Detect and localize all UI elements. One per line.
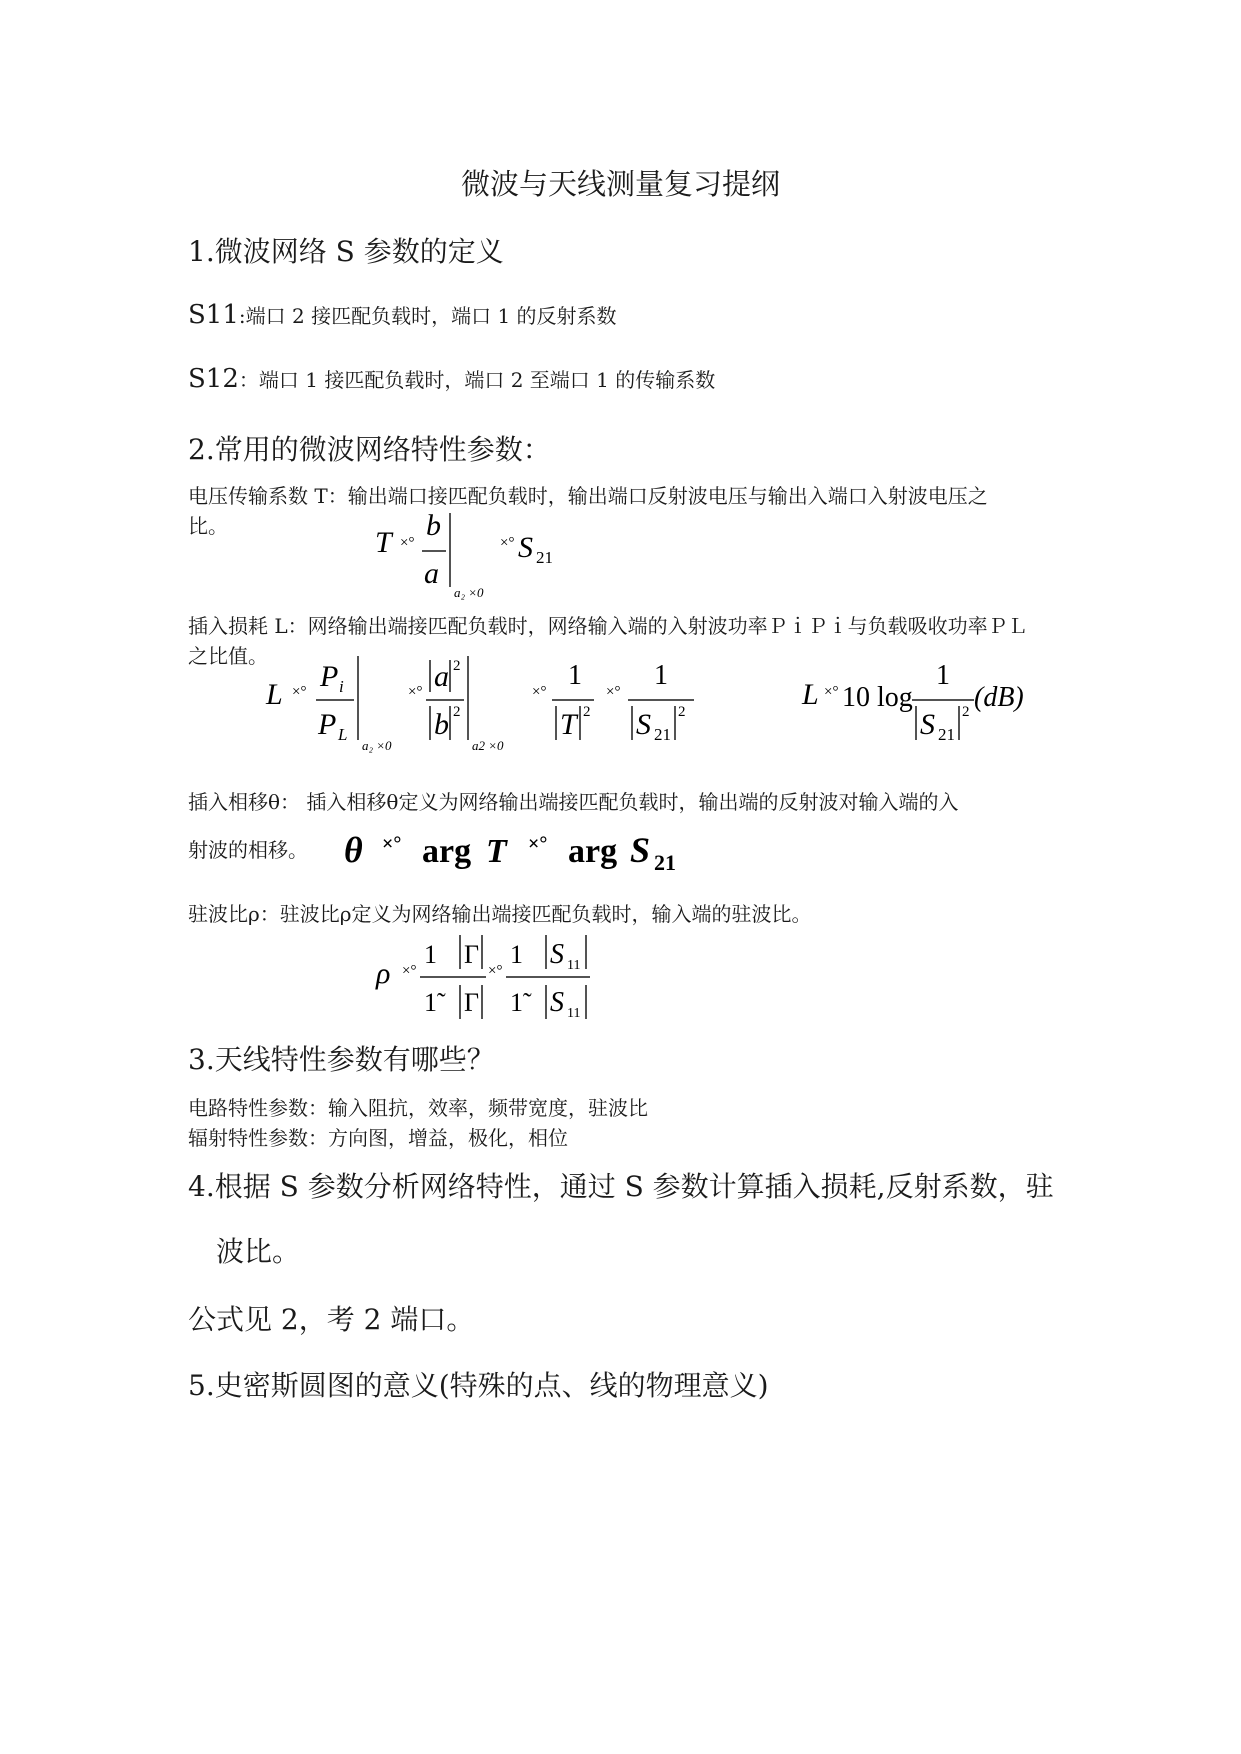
formula-theta-s: S — [630, 830, 651, 870]
formula-l-one1: 1 — [568, 660, 582, 691]
formula-rho-den2: 1̃ — [510, 988, 523, 1017]
s12-symbol: S12 — [188, 364, 239, 394]
formula-rho-s1-sub: 11 — [567, 958, 581, 973]
vswr-line: 驻波比ρ：驻波比ρ定义为网络输出端接匹配负载时，输入端的驻波比。 — [188, 902, 812, 926]
s11-symbol: S11 — [188, 300, 239, 330]
formula-l-db-one: 1 — [936, 660, 950, 691]
insertion-phase-line-1: 插入相移θ： 插入相移θ定义为网络输出端接匹配负载时，输出端的反射波对输入端的入 — [188, 790, 959, 814]
formula-l-s-sub: 21 — [654, 725, 671, 744]
formula-rho-s1: S — [550, 939, 564, 970]
formula-rho-s2: S — [550, 987, 564, 1018]
formula-t-eq2: ×° — [500, 535, 515, 551]
formula-rho-den1: 1̃ — [424, 988, 437, 1017]
formula-l-db-lhs: L — [802, 678, 819, 711]
section-4-note: 公式见 2，考 2 端口。 — [188, 1303, 475, 1336]
formula-l-s-sq: 2 — [678, 704, 686, 720]
formula-rho-num1: 1 — [424, 940, 437, 969]
formula-l-db-eq: ×° — [824, 684, 839, 700]
insertion-phase-line-2: 射波的相移。 — [188, 838, 308, 862]
formula-l-db — [798, 648, 1038, 763]
formula-l-s: S — [636, 708, 651, 741]
formula-l-db-prefix: 10 log — [842, 682, 913, 713]
formula-l-a: a — [434, 660, 449, 693]
formula-theta-arg2: arg — [568, 833, 618, 870]
formula-l-pi: P — [320, 660, 339, 693]
formula-theta-eq2: ×° — [528, 833, 548, 855]
formula-rho-num2: 1 — [510, 940, 523, 969]
formula-t-eq: ×° — [400, 535, 415, 551]
formula-l-db-sq: 2 — [962, 704, 970, 720]
section-3-heading: 3.天线特性参数有哪些？ — [188, 1043, 495, 1076]
formula-theta-t: T — [486, 833, 507, 870]
formula-l-b-sq: 2 — [453, 704, 461, 720]
section-2-heading: 2.常用的微波网络特性参数： — [188, 433, 551, 466]
formula-theta-arg1: arg — [422, 833, 472, 870]
formula-l-db-s-sub: 21 — [938, 725, 955, 744]
formula-theta-eq1: ×° — [382, 833, 402, 855]
formula-rho-lhs: ρ — [376, 957, 391, 990]
formula-l-pl-sub: L — [338, 725, 348, 744]
formula-l-db-s: S — [920, 708, 935, 741]
s12-text: ：端口 1 接匹配负载时，端口 2 至端口 1 的传输系数 — [238, 368, 716, 392]
section-4-heading-line-2: 波比。 — [216, 1235, 301, 1268]
formula-l-eq1: ×° — [292, 684, 307, 700]
formula-l-lhs: L — [266, 678, 283, 711]
s11-definition — [188, 300, 617, 330]
formula-l-one2: 1 — [654, 660, 668, 691]
section-4-heading-line-1: 4.根据 S 参数分析网络特性，通过 S 参数计算插入损耗,反射系数，驻 — [188, 1170, 1054, 1203]
formula-l-db-unit: (dB) — [974, 682, 1024, 713]
voltage-transfer-line-1: 电压传输系数 T：输出端口接匹配负载时，输出端口反射波电压与输出入端口入射波电压之 — [188, 484, 988, 508]
voltage-transfer-line-2: 比。 — [188, 514, 228, 538]
s12-definition — [188, 364, 715, 394]
section-5-heading: 5.史密斯圆图的意义(特殊的点、线的物理意义) — [188, 1369, 769, 1402]
formula-l-pi-sub: i — [339, 677, 344, 696]
formula-l-cond1: a₂ ×0 — [362, 738, 392, 753]
formula-rho-gamma2: Γ — [464, 988, 480, 1017]
formula-l-a-sq: 2 — [453, 658, 461, 674]
formula-t — [370, 505, 570, 605]
s11-text: :端口 2 接匹配负载时，端口 1 的反射系数 — [238, 304, 617, 328]
formula-t-lhs: T — [375, 526, 392, 559]
formula-rho-gamma1: Γ — [464, 940, 480, 969]
document-title: 微波与天线测量复习提纲 — [460, 167, 780, 201]
insertion-loss-line-1: 插入损耗 L：网络输出端接匹配负载时，网络输入端的入射波功率ＰｉＰｉ与负载吸收功率ＰＬ — [188, 614, 1028, 638]
formula-t-num: b — [426, 509, 441, 542]
formula-l-eq4: ×° — [606, 684, 621, 700]
formula-theta-s-sub: 21 — [654, 850, 676, 875]
formula-l-t: T — [560, 708, 577, 741]
formula-l-eq3: ×° — [532, 684, 547, 700]
formula-rho — [372, 925, 612, 1030]
formula-l — [262, 648, 712, 763]
formula-l-b: b — [434, 708, 449, 741]
formula-t-rhs-sub: 21 — [536, 548, 553, 567]
formula-rho-eq1: ×° — [402, 963, 417, 979]
formula-t-cond: a₂ ×0 — [454, 585, 484, 600]
circuit-parameters: 电路特性参数：输入阻抗，效率，频带宽度，驻波比 — [188, 1096, 648, 1120]
formula-t-rhs: S — [518, 531, 533, 564]
formula-theta — [340, 820, 720, 885]
section-1-heading: 1.微波网络 S 参数的定义 — [188, 235, 504, 268]
formula-l-pl: P — [318, 708, 337, 741]
formula-l-t-sq: 2 — [583, 704, 591, 720]
formula-t-den: a — [424, 557, 439, 590]
formula-rho-s2-sub: 11 — [567, 1006, 581, 1021]
formula-l-cond2: a2 ×0 — [472, 738, 504, 753]
radiation-parameters: 辐射特性参数：方向图，增益，极化，相位 — [188, 1126, 568, 1150]
formula-l-eq2: ×° — [408, 684, 423, 700]
insertion-loss-line-2: 之比值。 — [188, 644, 268, 668]
formula-theta-lhs: θ — [344, 830, 363, 870]
formula-rho-eq2: ×° — [488, 963, 503, 979]
